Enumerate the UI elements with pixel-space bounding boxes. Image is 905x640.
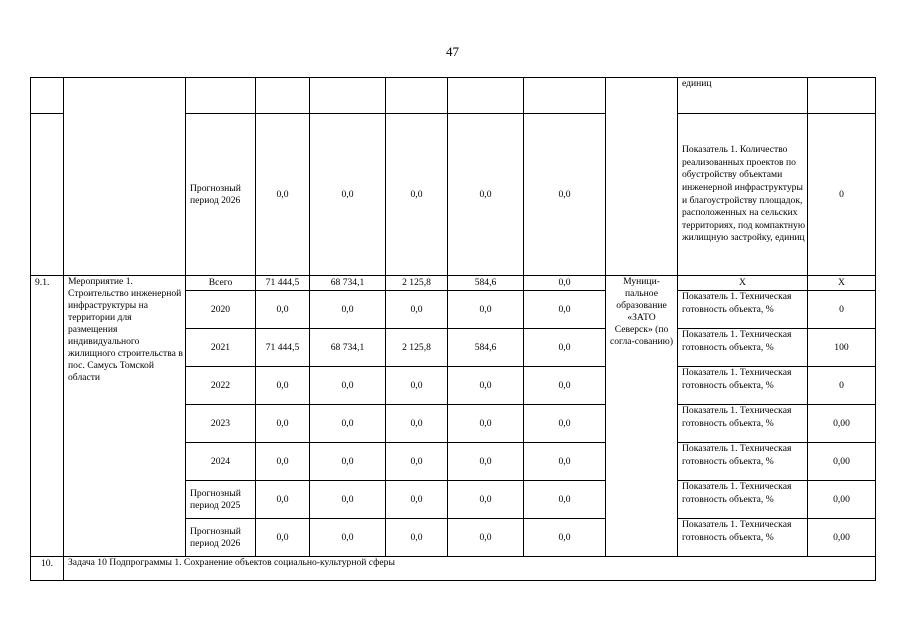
value-cell: 71 444,5 — [256, 329, 310, 367]
period-cell: 2021 — [186, 329, 256, 367]
indicator-cell: Показатель 1. Техническая готовность объекта, % — [678, 329, 808, 367]
value-cell: 0,0 — [524, 481, 606, 519]
table-cell — [256, 78, 310, 114]
row-number-cell: 9.1. — [31, 276, 64, 557]
value-cell: 0,0 — [256, 291, 310, 329]
table-cell — [524, 78, 606, 114]
value-cell: 0,0 — [386, 405, 448, 443]
program-table — [30, 77, 876, 581]
table-row — [31, 78, 876, 114]
value-cell: 0,0 — [386, 114, 448, 276]
period-cell: Прогнозный период 2026 — [186, 114, 256, 276]
table-cell — [31, 78, 64, 114]
table-cell — [448, 78, 524, 114]
period-cell: 2023 — [186, 405, 256, 443]
indicator-value-cell: 100 — [808, 329, 876, 367]
value-cell: 0,0 — [448, 481, 524, 519]
indicator-value-cell: 0,00 — [808, 519, 876, 557]
table-cell — [808, 78, 876, 114]
indicator-cell: Показатель 1. Техническая готовность объекта, % — [678, 443, 808, 481]
value-cell: 0,0 — [310, 443, 386, 481]
value-cell: 0,0 — [448, 519, 524, 557]
value-cell: 2 125,8 — [386, 276, 448, 291]
value-cell: 0,0 — [386, 367, 448, 405]
value-cell: 68 734,1 — [310, 276, 386, 291]
indicator-value-cell: X — [808, 276, 876, 291]
indicator-value-cell: 0,00 — [808, 443, 876, 481]
table-cell — [310, 78, 386, 114]
value-cell: 0,0 — [524, 519, 606, 557]
indicator-cell: Показатель 1. Техническая готовность объекта, % — [678, 519, 808, 557]
indicator-value-cell: 0 — [808, 367, 876, 405]
table-cell — [186, 78, 256, 114]
value-cell: 0,0 — [256, 367, 310, 405]
value-cell: 0,0 — [310, 367, 386, 405]
indicator-cell: Показатель 1. Техническая готовность объекта, % — [678, 367, 808, 405]
value-cell: 0,0 — [448, 367, 524, 405]
value-cell: 584,6 — [448, 276, 524, 291]
value-cell: 0,0 — [256, 405, 310, 443]
table-cell — [606, 78, 678, 276]
period-cell: Прогнозный период 2025 — [186, 481, 256, 519]
value-cell: 0,0 — [310, 114, 386, 276]
value-cell: 0,0 — [448, 291, 524, 329]
value-cell: 0,0 — [524, 291, 606, 329]
table-cell — [64, 78, 186, 276]
indicator-cell: Показатель 1. Техническая готовность объекта, % — [678, 481, 808, 519]
value-cell: 71 444,5 — [256, 276, 310, 291]
value-cell: 0,0 — [524, 276, 606, 291]
table-cell — [386, 78, 448, 114]
indicator-cell: Показатель 1. Техническая готовность объекта, % — [678, 405, 808, 443]
indicator-value-cell: 0 — [808, 291, 876, 329]
table-cell — [31, 114, 64, 276]
indicator-cell: Показатель 1. Техническая готовность объекта, % — [678, 291, 808, 329]
task-title-cell: Задача 10 Подпрограммы 1. Сохранение объектов социально-культурной сферы — [64, 557, 876, 581]
value-cell: 0,0 — [524, 405, 606, 443]
value-cell: 0,0 — [448, 114, 524, 276]
table-row — [31, 276, 876, 291]
measure-name-cell: Мероприятие 1. Строительство инженерной инфраструктуры на территории для размещения индивидуального жилищного строительства в пос. Самусь Томской области — [64, 276, 186, 557]
value-cell: 0,0 — [256, 519, 310, 557]
executor-cell: Муници-пальное образование «ЗАТО Северск» (по согла-сованию) — [606, 276, 678, 557]
indicator-cell: X — [678, 276, 808, 291]
value-cell: 584,6 — [448, 329, 524, 367]
value-cell: 0,0 — [524, 329, 606, 367]
value-cell: 0,0 — [448, 405, 524, 443]
page-number: 47 — [446, 44, 459, 59]
value-cell: 0,0 — [310, 405, 386, 443]
indicator-value-cell: 0,00 — [808, 481, 876, 519]
value-cell: 0,0 — [386, 519, 448, 557]
value-cell: 0,0 — [524, 367, 606, 405]
value-cell: 0,0 — [256, 443, 310, 481]
value-cell: 0,0 — [310, 481, 386, 519]
period-cell: 2024 — [186, 443, 256, 481]
value-cell: 0,0 — [386, 291, 448, 329]
indicator-cell: Показатель 1. Количество реализованных проектов по обустройству объектами инженерной инфраструктуры и благоустройству площадок, расположенных на сельских территориях, под компактную жилищную застройку, единиц — [678, 114, 808, 276]
period-cell: 2020 — [186, 291, 256, 329]
table-row — [31, 557, 876, 581]
value-cell: 0,0 — [256, 481, 310, 519]
period-cell: 2022 — [186, 367, 256, 405]
indicator-value-cell: 0,00 — [808, 405, 876, 443]
period-cell: Всего — [186, 276, 256, 291]
value-cell: 0,0 — [524, 114, 606, 276]
value-cell: 0,0 — [386, 443, 448, 481]
value-cell: 0,0 — [386, 481, 448, 519]
value-cell: 68 734,1 — [310, 329, 386, 367]
indicator-value-cell: 0 — [808, 114, 876, 276]
value-cell: 0,0 — [448, 443, 524, 481]
value-cell: 0,0 — [524, 443, 606, 481]
row-number-cell: 10. — [31, 557, 64, 581]
period-cell: Прогнозный период 2026 — [186, 519, 256, 557]
indicator-cell: единиц — [678, 78, 808, 114]
value-cell: 0,0 — [310, 291, 386, 329]
value-cell: 0,0 — [256, 114, 310, 276]
value-cell: 0,0 — [310, 519, 386, 557]
value-cell: 2 125,8 — [386, 329, 448, 367]
